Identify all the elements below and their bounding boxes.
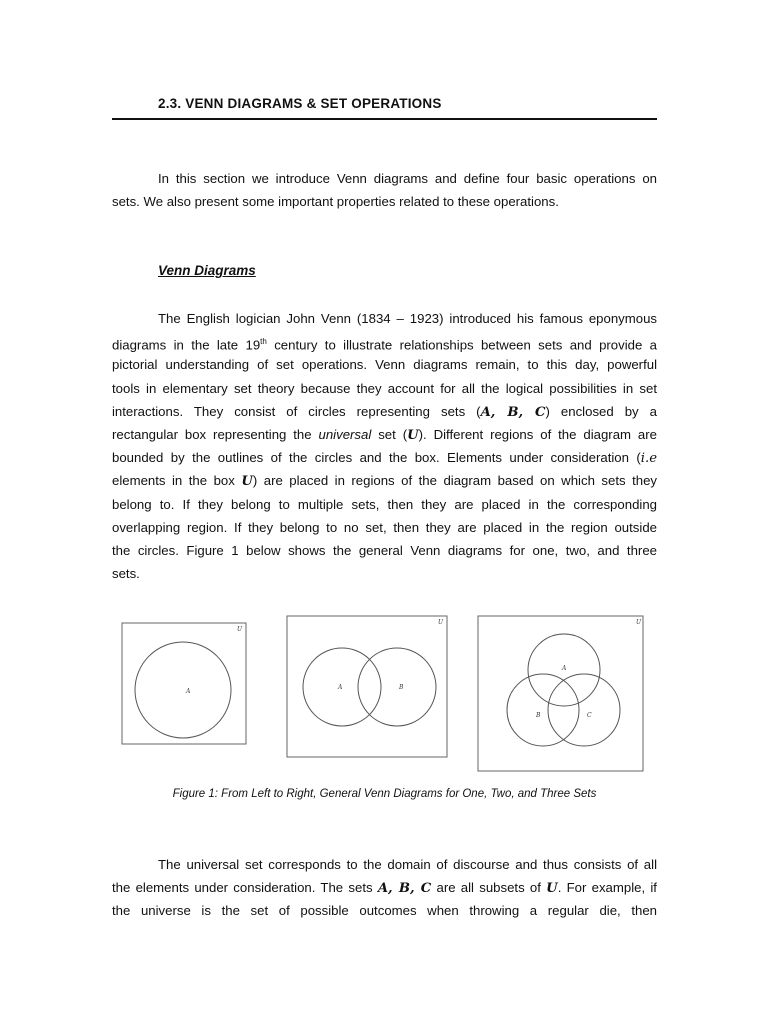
universe-label: U bbox=[438, 619, 444, 626]
venn-line-6: rectangular box representing the universal set (U). Different regions of the diagram are bbox=[112, 426, 657, 443]
title-rule bbox=[112, 118, 657, 120]
venn-line-3: pictorial understanding of set operations. Venn diagrams remain, to this day, powerful bbox=[112, 357, 657, 373]
set-b-circle bbox=[358, 648, 436, 726]
universal-line-3: the universe is the set of possible outcomes when throwing a regular die, then bbox=[112, 903, 657, 919]
universal-line-1: The universal set corresponds to the domain of discourse and thus consists of all bbox=[158, 857, 657, 872]
intro-line-1: In this section we introduce Venn diagrams and define four basic operations on bbox=[158, 171, 657, 186]
set-b-circle bbox=[507, 674, 579, 746]
venn-diagram-two-sets bbox=[285, 614, 450, 760]
set-b-label: B bbox=[536, 712, 541, 719]
venn-paragraph bbox=[112, 307, 657, 585]
universe-box bbox=[478, 616, 643, 771]
set-c-label: C bbox=[587, 712, 592, 719]
set-a-label: A bbox=[338, 684, 343, 691]
venn-line-12: sets. bbox=[112, 566, 140, 582]
venn-line-4: tools in elementary set theory because they account for all the logical possibilities in set bbox=[112, 380, 657, 396]
venn-line-1: The English logician John Venn (1834 – 1923) introduced his famous eponymous bbox=[158, 311, 657, 326]
venn-line-8: elements in the box U) are placed in regions of the diagram based on which sets they bbox=[112, 473, 657, 490]
venn-line-5: interactions. They consist of circles representing sets (A, B, C) enclosed by a bbox=[112, 403, 657, 420]
universe-label: U bbox=[237, 626, 243, 633]
venn-line-2: diagrams in the late 19th century to illustrate relationships between sets and provide a bbox=[112, 337, 658, 353]
venn-line-7: bounded by the outlines of the circles and the box. Elements under consideration (i.e bbox=[112, 450, 657, 467]
universe-box bbox=[122, 623, 246, 744]
venn-line-11: the circles. Figure 1 below shows the general Venn diagrams for one, two, and three bbox=[112, 542, 657, 558]
venn-diagram-one-set bbox=[120, 621, 248, 746]
set-a-label: A bbox=[186, 688, 191, 695]
intro-paragraph bbox=[112, 167, 657, 213]
venn-diagrams-heading: Venn Diagrams bbox=[158, 263, 256, 278]
section-title: 2.3. VENN DIAGRAMS & SET OPERATIONS bbox=[158, 96, 442, 111]
venn-line-10: overlapping region. If they belong to no set, then they are placed in the region outside bbox=[112, 519, 657, 535]
set-a-label: A bbox=[562, 665, 567, 672]
universal-line-2: the elements under consideration. The sets A, B, C are all subsets of U. For example, if bbox=[112, 880, 657, 897]
venn-line-9: belong to. If they belong to multiple sets, then they are placed in the corresponding bbox=[112, 496, 657, 512]
set-a-circle bbox=[135, 642, 231, 738]
intro-line-2: sets. We also present some important properties related to these operations. bbox=[112, 194, 559, 210]
universe-label: U bbox=[636, 619, 642, 626]
figure-caption: Figure 1: From Left to Right, General Venn Diagrams for One, Two, and Three Sets bbox=[172, 788, 597, 800]
universe-box bbox=[287, 616, 447, 757]
set-c-circle bbox=[548, 674, 620, 746]
venn-diagram-three-sets bbox=[476, 614, 646, 774]
set-b-label: B bbox=[399, 684, 404, 691]
universal-set-paragraph bbox=[112, 853, 657, 923]
